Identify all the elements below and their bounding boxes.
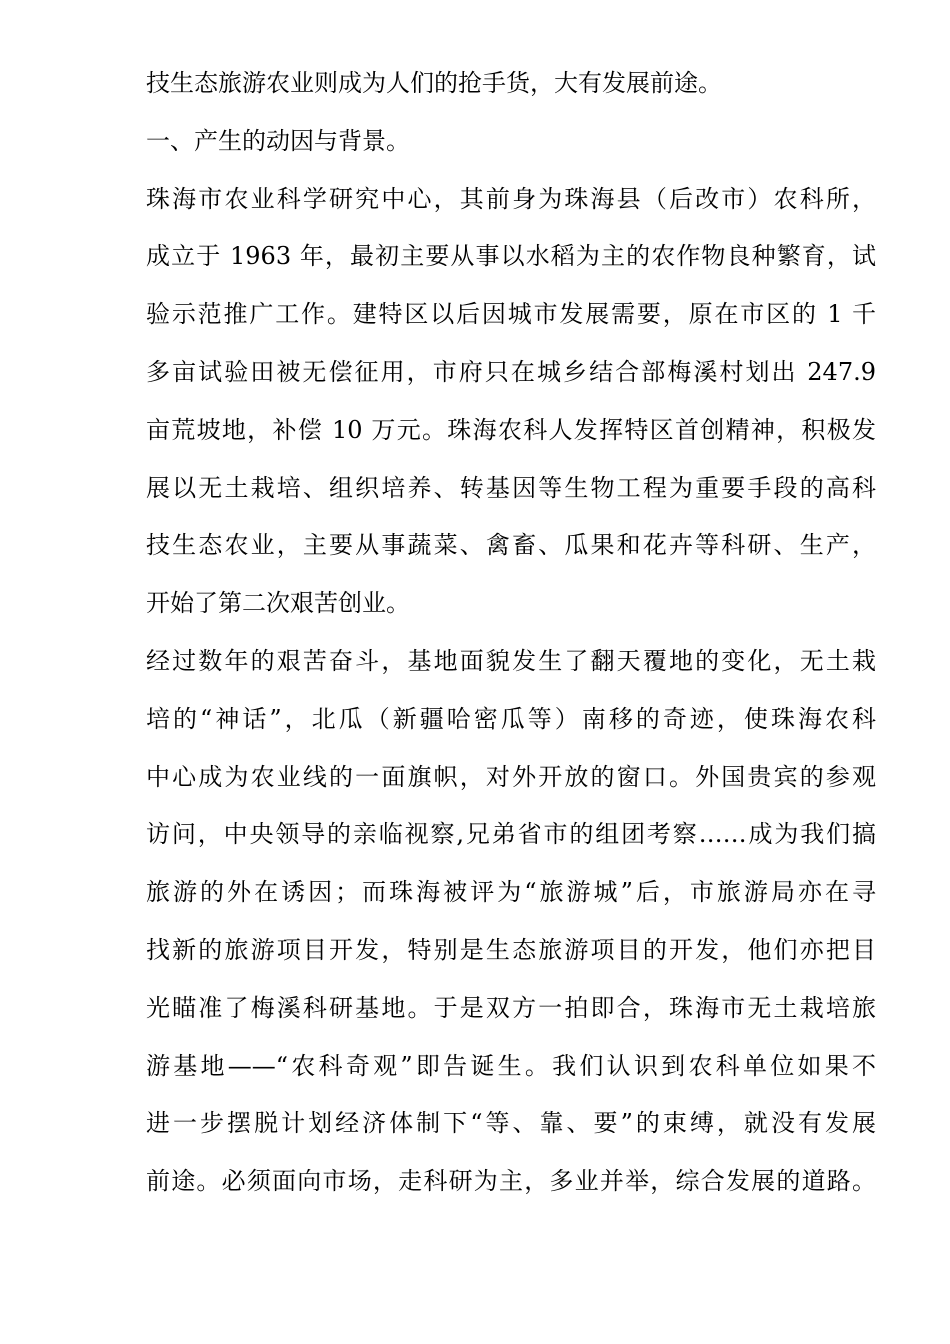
text-line: 旅游的外在诱因；而珠海被评为“旅游城”后，市旅游局亦在寻 [146, 878, 876, 907]
text-line: 技生态农业，主要从事蔬菜、禽畜、瓜果和花卉等科研、生产， [146, 531, 876, 560]
text-line: 亩荒坡地，补偿 10 万元。珠海农科人发挥特区首创精神，积极发 [146, 415, 876, 444]
text-line: 开始了第二次艰苦创业。 [146, 589, 410, 618]
text-line: 展以无土栽培、组织培养、转基因等生物工程为重要手段的高科 [146, 473, 876, 502]
text-line: 进一步摆脱计划经济体制下“等、靠、要”的束缚，就没有发展 [146, 1109, 876, 1138]
text-line: 光瞄准了梅溪科研基地。于是双方一拍即合，珠海市无土栽培旅 [146, 993, 876, 1022]
text-line: 珠海市农业科学研究中心，其前身为珠海县（后改市）农科所， [146, 184, 876, 213]
text-line: 访问，中央领导的亲临视察,兄弟省市的组团考察……成为我们搞 [146, 820, 876, 849]
text-line: 多亩试验田被无偿征用，市府只在城乡结合部梅溪村划出 247.9 [146, 357, 876, 386]
body-text [146, 55, 876, 1211]
text-line: 中心成为农业线的一面旗帜，对外开放的窗口。外国贵宾的参观 [146, 762, 876, 791]
text-line: 验示范推广工作。建特区以后因城市发展需要，原在市区的 1 千 [146, 300, 876, 329]
text-line: 成立于 1963 年，最初主要从事以水稻为主的农作物良种繁育，试 [146, 242, 876, 271]
text-line: 技生态旅游农业则成为人们的抢手货，大有发展前途。 [146, 69, 722, 97]
text-line: 找新的旅游项目开发，特别是生态旅游项目的开发，他们亦把目 [146, 935, 876, 964]
text-line: 游基地——“农科奇观”即告诞生。我们认识到农科单位如果不 [146, 1051, 876, 1080]
text-line: 培的“神话”，北瓜（新疆哈密瓜等）南移的奇迹，使珠海农科 [146, 704, 876, 733]
text-line: 经过数年的艰苦奋斗，基地面貌发生了翻天覆地的变化，无土栽 [146, 646, 876, 675]
section-heading: 一、产生的动因与背景。 [146, 126, 410, 155]
text-line: 前途。必须面向市场，走科研为主，多业并举，综合发展的道路。 [146, 1167, 876, 1196]
